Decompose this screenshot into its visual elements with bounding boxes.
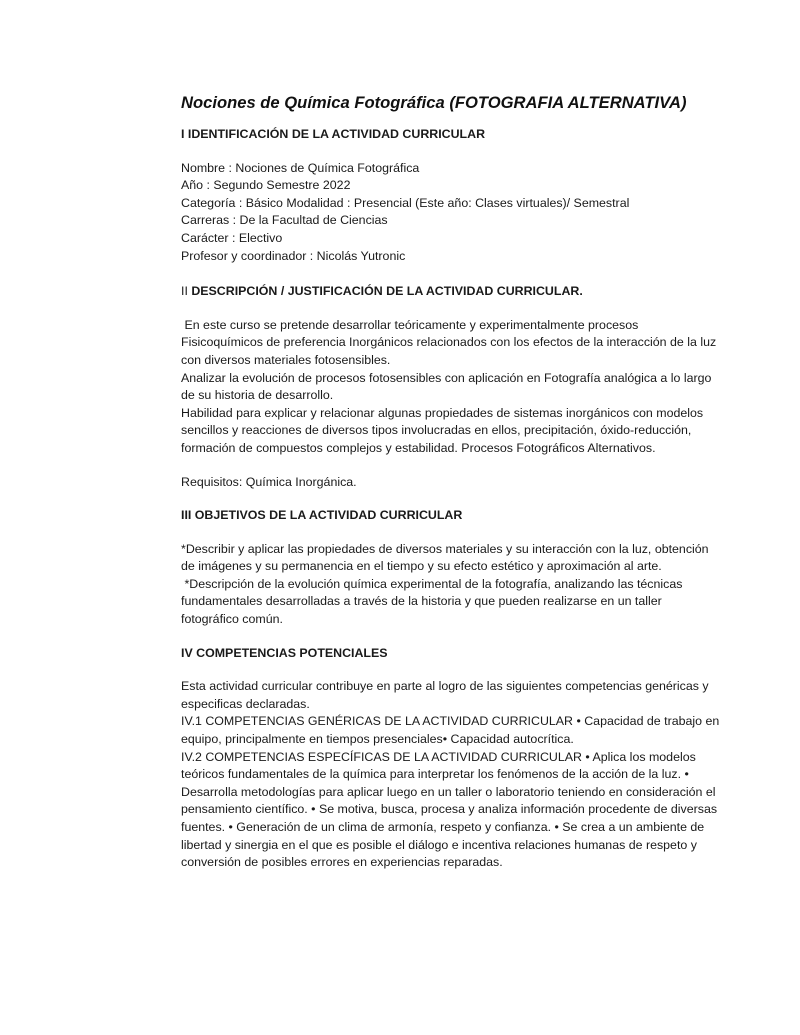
document-page	[181, 92, 721, 872]
section-2-heading	[181, 283, 721, 301]
section-1-heading: I IDENTIFICACIÓN DE LA ACTIVIDAD CURRICULAR	[181, 127, 486, 141]
identification-year: Año : Segundo Semestre 2022	[181, 178, 351, 193]
specific-competencies: IV.2 COMPETENCIAS ESPECÍFICAS DE LA ACTIVIDAD CURRICULAR • Aplica los modelos teóricos fundamentales de la química para interpretar los fenómenos de la acción de la luz. • Desarrolla metodologías para aplicar luego en un taller o laboratorio teniendo en consideración el pensamiento científico. • Se motiva, busca, procesa y analiza información procedente de diversas fuentes. • Generación de un clima de armonía, respeto y confianza. • Se crea a un ambiente de libertad y sinergia en el que es posible el diálogo e incentiva relaciones humanas de respeto y conversión de posibles errores en experiencias reparadas.	[181, 749, 718, 870]
description-paragraph: Habilidad para explicar y relacionar algunas propiedades de sistemas inorgánicos con modelos sencillos y reacciones de diversos tipos involucradas en ellos, precipitación, óxido-reducción, formación de compuestos complejos y estabilidad. Procesos Fotográficos Alternativos.	[181, 405, 704, 455]
section-2-heading-prefix: II	[181, 284, 192, 299]
objective-paragraph: *Descripción de la evolución química experimental de la fotografía, analizando las técnicas fundamentales desarrolladas a través de la historia y que pueden realizarse en un taller fotográfico común.	[181, 576, 686, 627]
section-4-heading: IV COMPETENCIAS POTENCIALES	[181, 645, 388, 660]
identification-category: Categoría : Básico Modalidad : Presencial (Este año: Clases virtuales)/ Semestral	[181, 195, 630, 210]
competencies-intro: Esta actividad curricular contribuye en parte al logro de las siguientes competencias genéricas y especificas declaradas.	[181, 679, 709, 711]
requirements-text: Requisitos: Química Inorgánica.	[181, 474, 357, 489]
identification-professor: Profesor y coordinador : Nicolás Yutronic	[181, 248, 406, 263]
identification-list	[181, 160, 721, 266]
identification-character: Carácter : Electivo	[181, 230, 283, 245]
section-3-heading: III OBJETIVOS DE LA ACTIVIDAD CURRICULAR	[181, 508, 463, 523]
generic-competencies: IV.1 COMPETENCIAS GENÉRICAS DE LA ACTIVIDAD CURRICULAR • Capacidad de trabajo en equipo, principalmente en tiempos presenciales• Capacidad autocrítica.	[181, 714, 720, 747]
identification-careers: Carreras : De la Facultad de Ciencias	[181, 213, 388, 228]
objective-paragraph: *Describir y aplicar las propiedades de diversos materiales y su interacción con la luz, obtención de imágenes y su permanencia en el tiempo y su efecto estético y aproximación al arte.	[181, 541, 709, 574]
description-paragraph: En este curso se pretende desarrollar teóricamente y experimentalmente procesos Fisicoquímicos de preferencia Inorgánicos relacionados con los efectos de la interacción de la luz con diversos materiales fotosensibles.	[181, 317, 720, 367]
document-title: Nociones de Química Fotográfica (FOTOGRAFIA ALTERNATIVA)	[181, 93, 687, 112]
identification-name: Nombre : Nociones de Química Fotográfica	[181, 160, 420, 175]
description-paragraph: Analizar la evolución de procesos fotosensibles con aplicación en Fotografía analógica a lo largo de su historia de desarrollo.	[181, 370, 712, 403]
section-2-heading-text: DESCRIPCIÓN / JUSTIFICACIÓN DE LA ACTIVIDAD CURRICULAR.	[191, 284, 583, 299]
